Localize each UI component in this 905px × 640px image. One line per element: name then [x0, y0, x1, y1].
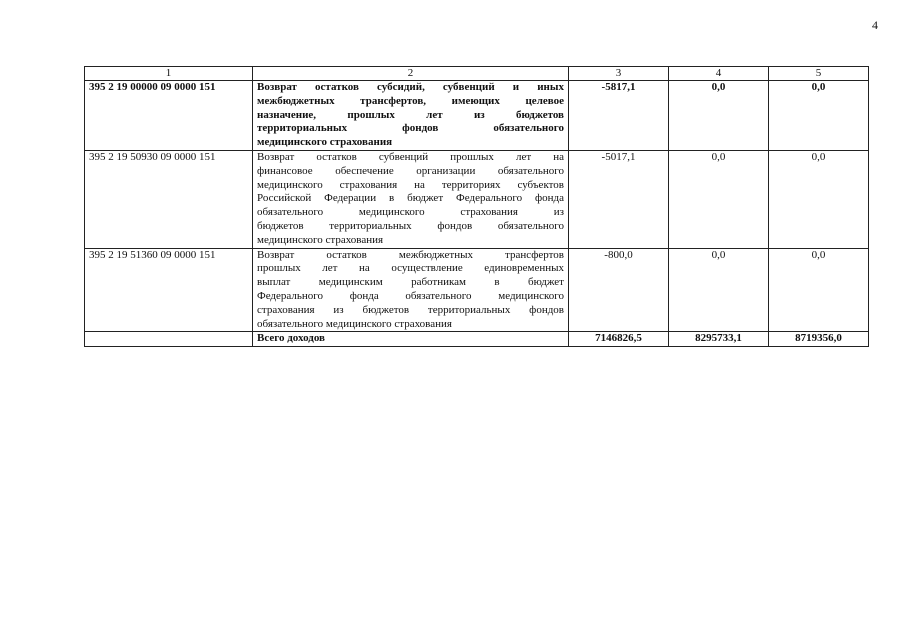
value-col5: 0,0 [769, 150, 869, 248]
column-header: 4 [669, 67, 769, 81]
income-name [253, 248, 569, 332]
name-line: обязательного медицинского страхования из [257, 206, 564, 219]
total-col5: 8719356,0 [769, 332, 869, 347]
name-line: медицинского страхования [257, 233, 384, 246]
income-name [253, 150, 569, 248]
budget-code: 395 2 19 00000 09 0000 151 [85, 81, 253, 151]
name-line: территориальных фондов обязательного [257, 122, 564, 135]
name-line: медицинского страхования [257, 136, 393, 149]
name-line: обязательного медицинского страхования [257, 317, 452, 330]
total-col3: 7146826,5 [569, 332, 669, 347]
table-total-row [85, 332, 869, 347]
name-line: Возврат остатков субсидий, субвенций и иных [257, 81, 564, 93]
column-header: 2 [253, 67, 569, 81]
table-row [85, 81, 869, 151]
name-line: выплат медицинским работникам в бюджет [257, 276, 564, 289]
name-line: страхования из бюджетов территориальных фондов [257, 303, 564, 316]
value-col3: -5817,1 [569, 81, 669, 151]
total-label: Всего доходов [253, 332, 569, 347]
budget-code: 395 2 19 50930 09 0000 151 [85, 150, 253, 248]
table-header-row [85, 67, 869, 81]
name-line: Российской Федерации в бюджет Федерального фонда [257, 192, 564, 205]
value-col5: 0,0 [769, 248, 869, 332]
name-line: бюджетов территориальных фондов обязательного [257, 219, 564, 232]
value-col3: -5017,1 [569, 150, 669, 248]
name-line: медицинского страхования на территориях субъектов [257, 178, 564, 191]
value-col4: 0,0 [669, 150, 769, 248]
name-line: межбюджетных трансфертов, имеющих целевое [257, 94, 564, 107]
column-header: 5 [769, 67, 869, 81]
name-line: финансовое обеспечение организации обязательного [257, 164, 564, 177]
income-table [84, 66, 869, 347]
name-line: прошлых лет на осуществление единовременных [257, 262, 564, 275]
table-row [85, 150, 869, 248]
column-header: 1 [85, 67, 253, 81]
budget-code: 395 2 19 51360 09 0000 151 [85, 248, 253, 332]
budget-code [85, 332, 253, 347]
name-line: назначение, прошлых лет из бюджетов [257, 108, 564, 121]
name-line: Возврат остатков межбюджетных трансфертов [257, 248, 564, 261]
value-col4: 0,0 [669, 81, 769, 151]
name-line: Возврат остатков субвенций прошлых лет на [257, 150, 564, 163]
income-name [253, 81, 569, 151]
total-col4: 8295733,1 [669, 332, 769, 347]
value-col3: -800,0 [569, 248, 669, 332]
value-col4: 0,0 [669, 248, 769, 332]
page-number: 4 [872, 18, 878, 32]
name-line: Федерального фонда обязательного медицинского [257, 289, 564, 302]
value-col5: 0,0 [769, 81, 869, 151]
table-row [85, 248, 869, 332]
column-header: 3 [569, 67, 669, 81]
